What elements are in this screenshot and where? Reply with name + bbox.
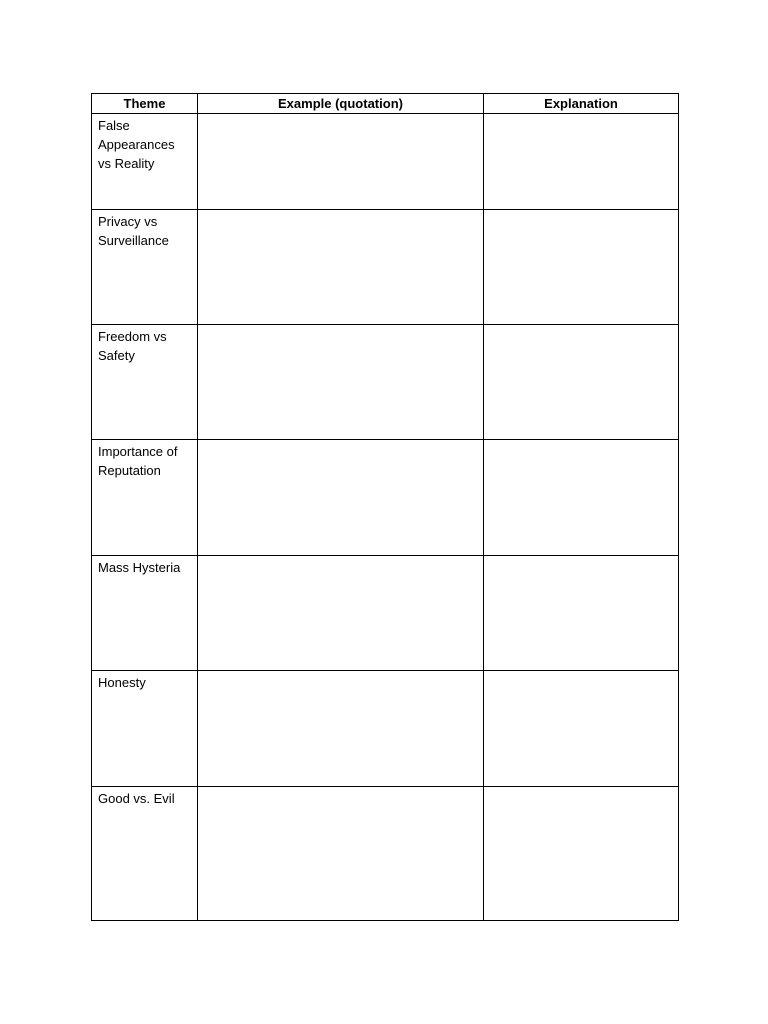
- table-header: [92, 94, 679, 114]
- example-cell[interactable]: [198, 440, 484, 556]
- example-cell[interactable]: [198, 325, 484, 440]
- header-row: [92, 94, 679, 114]
- table-body: [92, 114, 679, 921]
- explanation-cell[interactable]: [484, 210, 679, 325]
- header-theme: Theme: [92, 94, 198, 114]
- theme-cell: Importance of Reputation: [92, 440, 198, 556]
- header-example: Example (quotation): [198, 94, 484, 114]
- themes-table: [91, 93, 679, 921]
- table-row: [92, 787, 679, 921]
- table-row: [92, 325, 679, 440]
- table-row: [92, 114, 679, 210]
- example-cell[interactable]: [198, 210, 484, 325]
- header-explanation: Explanation: [484, 94, 679, 114]
- theme-cell: Mass Hysteria: [92, 556, 198, 671]
- example-cell[interactable]: [198, 114, 484, 210]
- explanation-cell[interactable]: [484, 114, 679, 210]
- example-cell[interactable]: [198, 556, 484, 671]
- table-row: [92, 440, 679, 556]
- explanation-cell[interactable]: [484, 556, 679, 671]
- theme-cell: False Appearances vs Reality: [92, 114, 198, 210]
- explanation-cell[interactable]: [484, 671, 679, 787]
- explanation-cell[interactable]: [484, 787, 679, 921]
- example-cell[interactable]: [198, 671, 484, 787]
- theme-cell: Honesty: [92, 671, 198, 787]
- table-row: [92, 556, 679, 671]
- explanation-cell[interactable]: [484, 440, 679, 556]
- example-cell[interactable]: [198, 787, 484, 921]
- table-row: [92, 210, 679, 325]
- table-row: [92, 671, 679, 787]
- theme-cell: Privacy vs Surveillance: [92, 210, 198, 325]
- explanation-cell[interactable]: [484, 325, 679, 440]
- theme-cell: Freedom vs Safety: [92, 325, 198, 440]
- theme-cell: Good vs. Evil: [92, 787, 198, 921]
